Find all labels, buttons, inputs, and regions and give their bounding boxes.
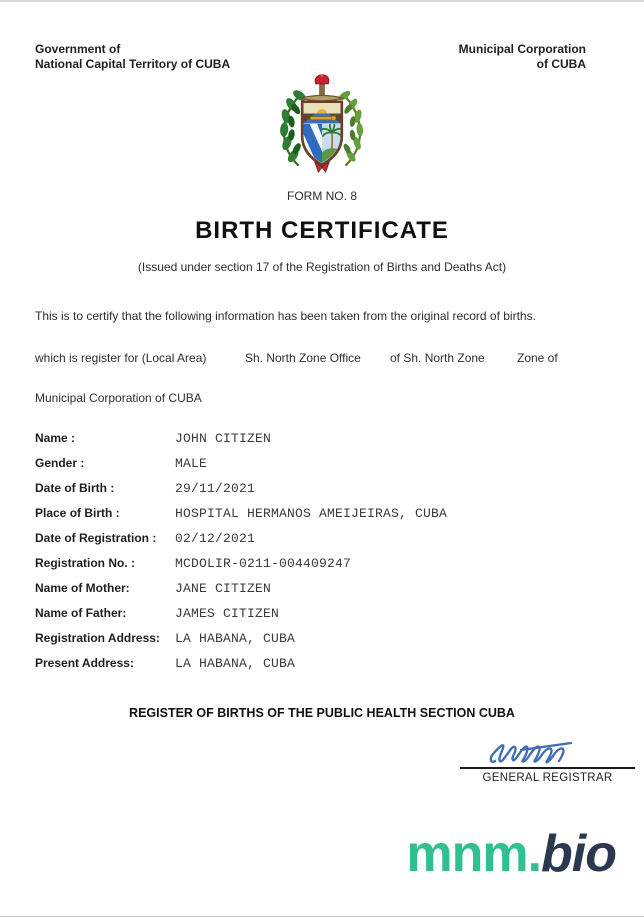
field-row-registration-no xyxy=(35,556,595,581)
logo-part2: bio xyxy=(541,825,616,883)
field-row-present-address xyxy=(35,656,595,681)
field-row-name-of-mother xyxy=(35,581,595,606)
field-label: Place of Birth : xyxy=(35,506,120,520)
logo-part1: mnm. xyxy=(406,825,542,883)
field-label: Registration Address: xyxy=(35,631,160,645)
field-value: JANE CITIZEN xyxy=(175,581,272,596)
corporation-line2: of CUBA xyxy=(536,56,586,71)
field-value: LA HABANA, CUBA xyxy=(175,656,296,671)
title-subtext: (Issued under section 17 of the Registration of Births and Deaths Act) xyxy=(137,260,507,274)
field-label: Registration No. : xyxy=(35,556,136,570)
field-value: MALE xyxy=(175,456,208,471)
field-label: Name of Mother: xyxy=(35,581,130,595)
zone-office-value: Sh. North Zone Office xyxy=(245,351,361,365)
certify-statement: This is to certify that the following information has been taken from the original record of births. xyxy=(35,309,536,323)
field-row-name xyxy=(35,431,595,456)
field-value: JOHN CITIZEN xyxy=(175,431,272,446)
government-line2: National Capital Territory of CUBA xyxy=(35,56,231,71)
municipal-corporation-header xyxy=(459,42,586,71)
field-label: Present Address: xyxy=(35,656,134,670)
signature-block xyxy=(460,767,635,784)
field-value: LA HABANA, CUBA xyxy=(175,631,296,646)
field-value: JAMES CITIZEN xyxy=(175,606,280,621)
field-row-gender xyxy=(35,456,595,481)
register-area-line xyxy=(0,351,644,367)
register-prefix: which is register for (Local Area) xyxy=(35,351,207,365)
field-label: Date of Birth : xyxy=(35,481,115,495)
field-label: Name : xyxy=(35,431,76,445)
corporation-line: Municipal Corporation of CUBA xyxy=(35,391,202,405)
field-row-name-of-father xyxy=(35,606,595,631)
field-value: 29/11/2021 xyxy=(175,481,256,496)
field-row-place-of-birth xyxy=(35,506,595,531)
page-title: BIRTH CERTIFICATE xyxy=(195,217,449,244)
field-row-date-of-registration xyxy=(35,531,595,556)
field-value: MCDOLIR-0211-004409247 xyxy=(175,556,352,571)
field-row-registration-address xyxy=(35,631,595,656)
register-of-births-statement: REGISTER OF BIRTHS OF THE PUBLIC HEALTH SECTION CUBA xyxy=(129,706,515,720)
mnm-bio-logo xyxy=(406,825,616,883)
top-border xyxy=(0,0,644,2)
form-number: FORM NO. 8 xyxy=(286,189,357,203)
certificate-fields xyxy=(35,431,595,681)
field-label: Name of Father: xyxy=(35,606,127,620)
government-line1: Government of xyxy=(35,42,121,56)
field-label: Date of Registration : xyxy=(35,531,157,545)
signatory-title: GENERAL REGISTRAR xyxy=(482,772,613,784)
issuing-government-header xyxy=(35,42,230,71)
register-suffix: Zone of xyxy=(517,351,558,365)
registrar-signature-icon xyxy=(487,737,611,767)
field-row-date-of-birth xyxy=(35,481,595,506)
corporation-line1: Municipal Corporation xyxy=(458,42,586,56)
field-value: HOSPITAL HERMANOS AMEIJEIRAS, CUBA xyxy=(175,506,448,521)
field-label: Gender : xyxy=(35,456,85,470)
cuba-coat-of-arms-icon xyxy=(268,72,376,182)
zone-value: of Sh. North Zone xyxy=(390,351,485,365)
field-value: 02/12/2021 xyxy=(175,531,256,546)
